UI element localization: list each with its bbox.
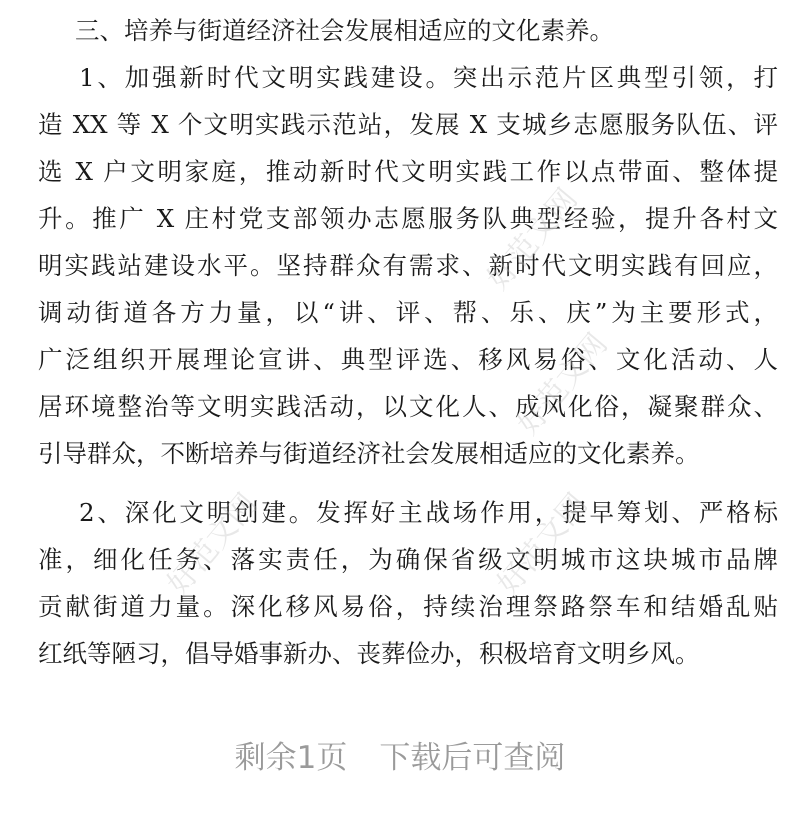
paragraph-line: 1、加强新时代文明实践建设。突出示范片区典型引领，打 [79,63,778,92]
watermark: 好范文网 [160,487,265,602]
paragraph-line: 造 XX 等 X 个文明实践示范站，发展 X 支城乡志愿服务队伍、评 [38,110,778,139]
paragraph-line: 引导群众，不断培养与街道经济社会发展相适应的文化素养。 [38,439,700,468]
paragraph-line: 准，细化任务、落实责任，为确保省级文明城市这块城市品牌 [38,545,778,574]
watermark: 好范文网 [480,182,585,297]
paragraph-line: 明实践站建设水平。坚持群众有需求、新时代文明实践有回应， [38,251,778,280]
paragraph-line: 选 X 户文明家庭，推动新时代文明实践工作以点带面、整体提 [38,157,778,186]
paragraph-line: 升。推广 X 庄村党支部领办志愿服务队典型经验，提升各村文 [38,204,778,233]
paragraph-line: 红纸等陋习，倡导婚事新办、丧葬俭办，积极培育文明乡风。 [38,639,700,668]
watermark: 好范文网 [510,327,615,442]
paragraph-line: 居环境整治等文明实践活动，以文化人、成风化俗，凝聚群众、 [38,392,778,421]
paragraph-line: 2、深化文明创建。发挥好主战场作用，提早筹划、严格标 [79,498,778,527]
download-to-view-label: 下载后可查阅 [379,740,566,776]
paragraph-line: 贡献街道力量。深化移风易俗，持续治理祭路祭车和结婚乱贴 [38,592,778,621]
paragraph-line: 广泛组织开展理论宣讲、典型评选、移风易俗、文化活动、人 [38,345,778,374]
section-heading: 三、培养与街道经济社会发展相适应的文化素养。 [75,16,614,45]
paragraph-line: 调动街道各方力量，以“讲、评、帮、乐、庆”为主要形式， [38,298,778,327]
watermark: 好范文网 [490,487,595,602]
download-prompt[interactable] [0,732,800,777]
remaining-pages-label: 剩余1页 [234,740,348,776]
